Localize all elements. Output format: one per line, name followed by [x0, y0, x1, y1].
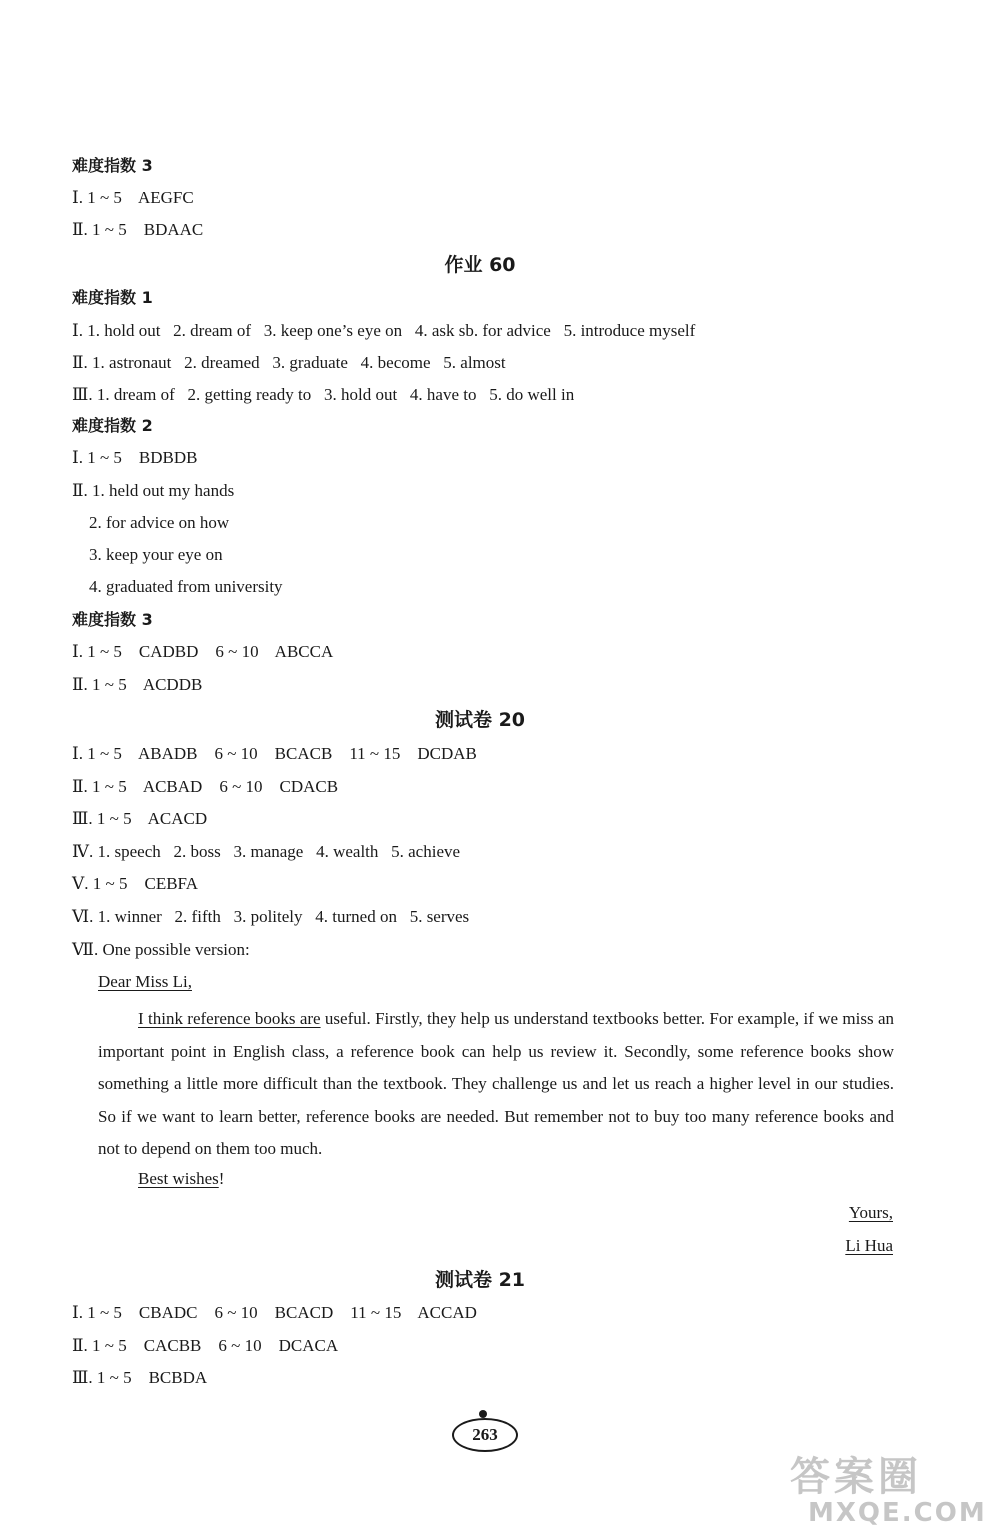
letter-opening: I think reference books are: [138, 1009, 321, 1028]
answer-line: Ⅱ. 1. astronaut 2. dreamed 3. graduate 4. become 5. almost: [72, 353, 506, 372]
answer-line: Ⅰ. 1 ~ 5 ABADB 6 ~ 10 BCACB 11 ~ 15 DCDAB: [72, 744, 477, 763]
answer-line: 3. keep your eye on: [72, 545, 223, 564]
answer-line: Ⅰ. 1 ~ 5 CADBD 6 ~ 10 ABCCA: [72, 642, 334, 661]
section-title-test20: 测试卷 20: [434, 709, 526, 731]
difficulty-label: 难度指数 2: [72, 416, 153, 435]
letter-body-text: useful. Firstly, they help us understand textbooks better. For example, if we miss an important point in English class, a reference book can help us review it. Secondly, some reference books show something a little more difficult than the textbook. They challenge us and let us reach a higher level in our studies. So if we want to learn better, reference books are needed. But remember not to buy too many reference books and not to depend on them too much.: [98, 1009, 894, 1158]
answer-line: Ⅰ. 1. hold out 2. dream of 3. keep one’s eye on 4. ask sb. for advice 5. introduce myself: [72, 321, 696, 340]
answer-line: Ⅵ. 1. winner 2. fifth 3. politely 4. turned on 5. serves: [72, 907, 470, 926]
answer-line: Ⅶ. One possible version:: [72, 940, 250, 959]
answer-line: Ⅱ. 1. held out my hands: [72, 481, 235, 500]
answer-line: Ⅱ. 1 ~ 5 BDAAC: [72, 220, 204, 239]
page-number: 263: [452, 1418, 518, 1452]
watermark-top-text: 答案圈: [790, 1454, 922, 1500]
letter-body: [98, 1003, 894, 1166]
answer-line: Ⅳ. 1. speech 2. boss 3. manage 4. wealth 5. achieve: [72, 842, 461, 861]
answer-line: 4. graduated from university: [72, 577, 283, 596]
answer-line: Ⅱ. 1 ~ 5 CACBB 6 ~ 10 DCACA: [72, 1336, 339, 1355]
watermark-bottom-text: MXQE.COM: [808, 1498, 987, 1528]
letter-closing-punct: !: [218, 1169, 225, 1188]
answer-line: 2. for advice on how: [72, 513, 230, 532]
letter-greeting: Dear Miss Li,: [98, 972, 192, 991]
answer-line: Ⅰ. 1 ~ 5 BDBDB: [72, 448, 198, 467]
letter-closing: [138, 1168, 224, 1190]
difficulty-label: 难度指数 1: [72, 288, 153, 307]
letter-sign-off: Yours,: [848, 1203, 893, 1222]
answer-line: Ⅲ. 1 ~ 5 BCBDA: [72, 1368, 208, 1387]
section-title-test21: 测试卷 21: [434, 1269, 526, 1291]
answer-line: Ⅲ. 1. dream of 2. getting ready to 3. hold out 4. have to 5. do well in: [72, 385, 575, 404]
difficulty-label: 难度指数 3: [72, 156, 153, 175]
answer-line: Ⅴ. 1 ~ 5 CEBFA: [72, 874, 199, 893]
answer-line: Ⅰ. 1 ~ 5 CBADC 6 ~ 10 BCACD 11 ~ 15 ACCAD: [72, 1303, 477, 1322]
answer-line: Ⅰ. 1 ~ 5 AEGFC: [72, 188, 194, 207]
letter-signature: Li Hua: [845, 1236, 893, 1255]
answer-line: Ⅱ. 1 ~ 5 ACDDB: [72, 675, 203, 694]
watermark-logo: [790, 1455, 990, 1530]
answer-line: Ⅲ. 1 ~ 5 ACACD: [72, 809, 208, 828]
section-title-hw60: 作业 60: [444, 254, 516, 276]
answer-line: Ⅱ. 1 ~ 5 ACBAD 6 ~ 10 CDACB: [72, 777, 339, 796]
page-number-dot: [479, 1410, 487, 1418]
letter-closing-text: Best wishes: [138, 1169, 219, 1188]
difficulty-label: 难度指数 3: [72, 610, 153, 629]
